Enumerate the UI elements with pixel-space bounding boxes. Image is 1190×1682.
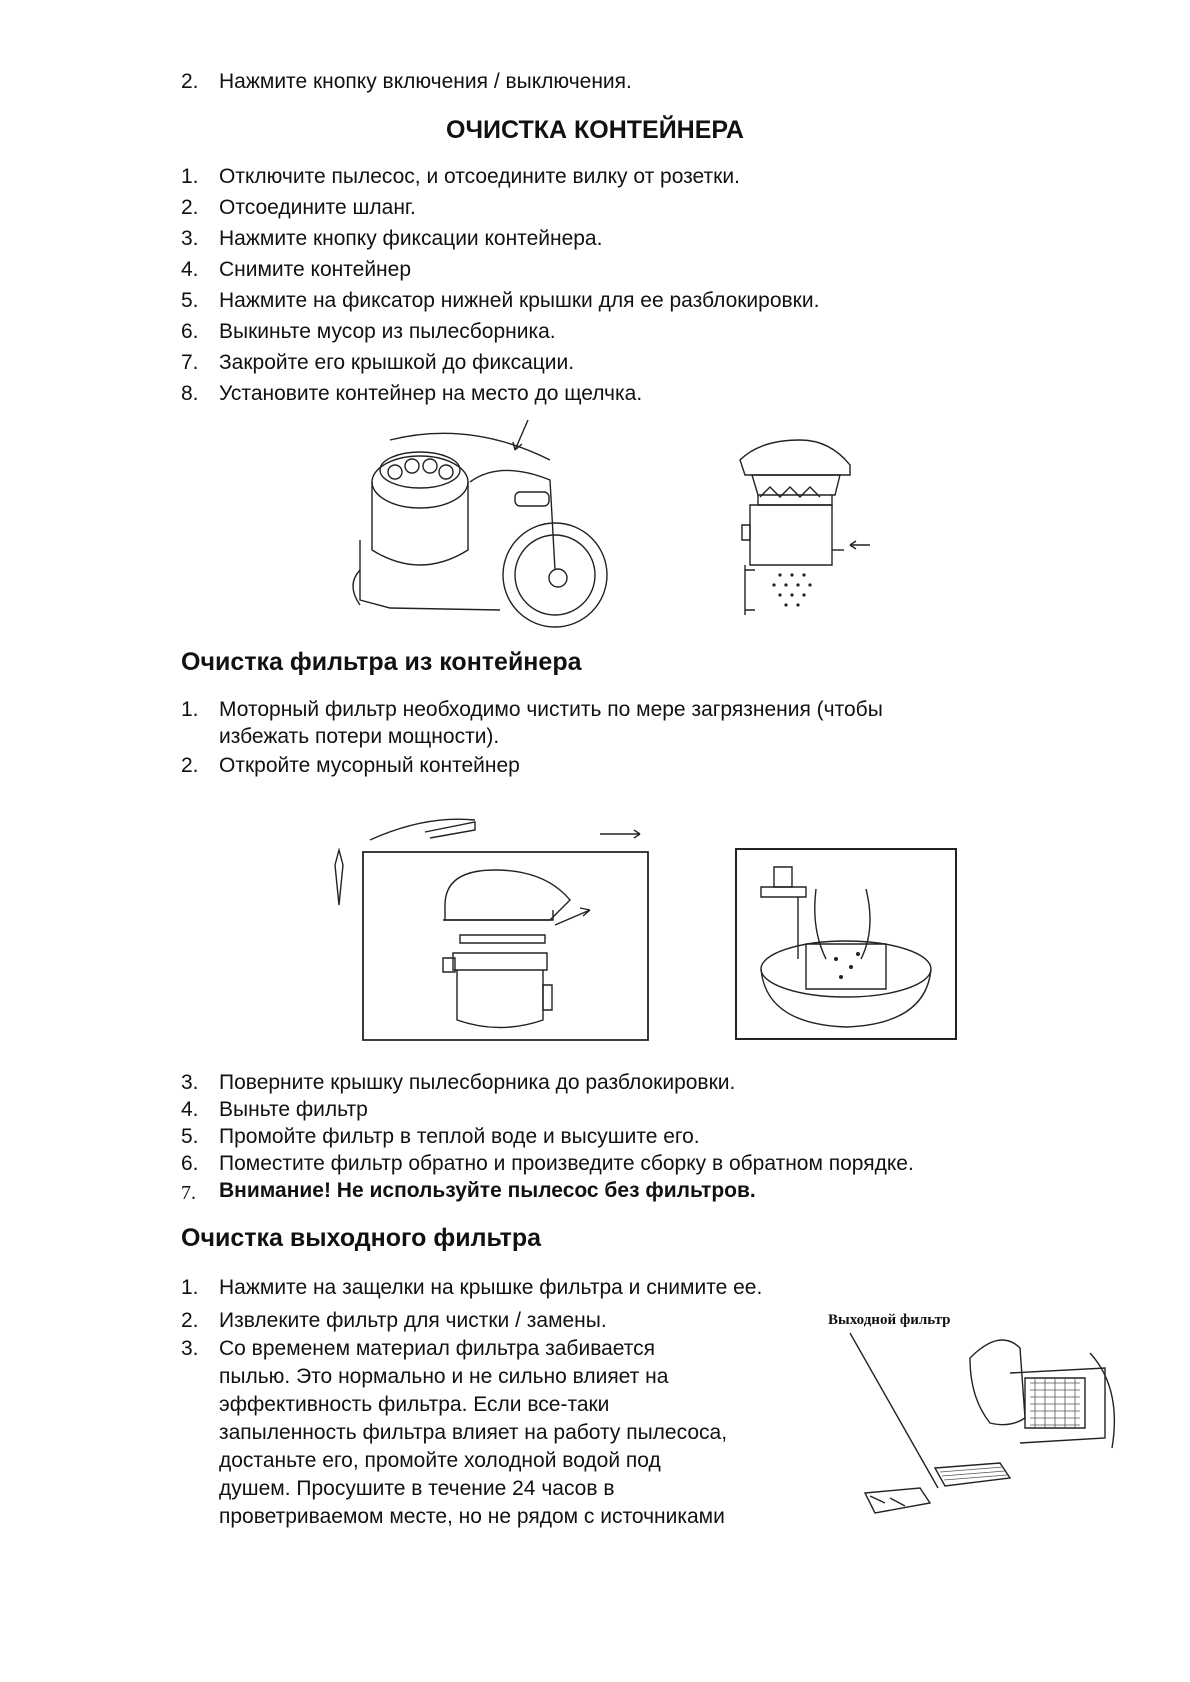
step-number: 3. (181, 227, 199, 250)
step-text: проветриваемом месте, но не рядом с источниками (219, 1505, 725, 1528)
step-text: Закройте его крышкой до фиксации. (219, 351, 575, 374)
step-text: Извлеките фильтр для чистки / замены. (219, 1309, 607, 1332)
open-container-illustration (325, 810, 655, 1040)
step-text: Откройте мусорный контейнер (219, 754, 520, 777)
step-number: 2. (181, 196, 199, 219)
step-number: 5. (181, 289, 199, 312)
step-number: 3. (181, 1071, 199, 1094)
step-text: душем. Просушите в течение 24 часов в (219, 1477, 615, 1500)
step-text: Моторный фильтр необходимо чистить по мере загрязнения (чтобы (219, 698, 883, 721)
step-text: Отключите пылесос, и отсоедините вилку от розетки. (219, 165, 740, 188)
vacuum-cleaner-illustration (350, 420, 620, 630)
step-text: пылью. Это нормально и не сильно влияет на (219, 1365, 669, 1388)
step-text: Выньте фильтр (219, 1098, 368, 1121)
step-text: Выкиньте мусор из пылесборника. (219, 320, 556, 343)
step-number: 6. (181, 1152, 199, 1175)
step-text: эффективность фильтра. Если все-таки (219, 1393, 610, 1416)
step-number: 8. (181, 382, 199, 405)
container-illustration (740, 435, 890, 630)
section-title-container-filter: Очистка фильтра из контейнера (181, 648, 582, 676)
step-text: Поместите фильтр обратно и произведите сборку в обратном порядке. (219, 1152, 914, 1175)
step-text: Со временем материал фильтра забивается (219, 1337, 656, 1360)
step-number: 2. (181, 1309, 199, 1332)
step-number: 5. (181, 1125, 199, 1148)
washing-filter-illustration (736, 849, 956, 1039)
step-number: 3. (181, 1337, 199, 1360)
step-text: достаньте его, промойте холодной водой под (219, 1449, 661, 1472)
warning-text: Внимание! Не используйте пылесос без фильтров. (219, 1179, 756, 1202)
step-number: 1. (181, 165, 199, 188)
step-number: 7. (181, 1182, 196, 1204)
step-text: Нажмите кнопку включения / выключения. (219, 70, 632, 93)
step-number: 1. (181, 1276, 199, 1299)
section-title-container-cleaning: ОЧИСТКА КОНТЕЙНЕРА (446, 116, 744, 144)
step-text: избежать потери мощности). (219, 725, 500, 748)
step-text: Нажмите кнопку фиксации контейнера. (219, 227, 603, 250)
step-text: Установите контейнер на место до щелчка. (219, 382, 643, 405)
exhaust-filter-illustration (860, 1328, 1122, 1538)
step-number: 6. (181, 320, 199, 343)
section-title-exhaust-filter: Очистка выходного фильтра (181, 1224, 542, 1252)
figure-label: Выходной фильтр (828, 1312, 951, 1328)
step-number: 7. (181, 351, 199, 374)
step-text: Отсоедините шланг. (219, 196, 416, 219)
step-number: 1. (181, 698, 199, 721)
step-text: Снимите контейнер (219, 258, 412, 281)
step-text: запыленность фильтра влияет на работу пылесоса, (219, 1421, 728, 1444)
step-number: 4. (181, 1098, 199, 1121)
step-number: 4. (181, 258, 199, 281)
step-text: Промойте фильтр в теплой воде и высушите его. (219, 1125, 700, 1148)
step-number: 2. (181, 70, 199, 93)
step-number: 2. (181, 754, 199, 777)
step-text: Поверните крышку пылесборника до разблокировки. (219, 1071, 736, 1094)
step-text: Нажмите на защелки на крышке фильтра и снимите ее. (219, 1276, 763, 1299)
step-text: Нажмите на фиксатор нижней крышки для ее разблокировки. (219, 289, 820, 312)
